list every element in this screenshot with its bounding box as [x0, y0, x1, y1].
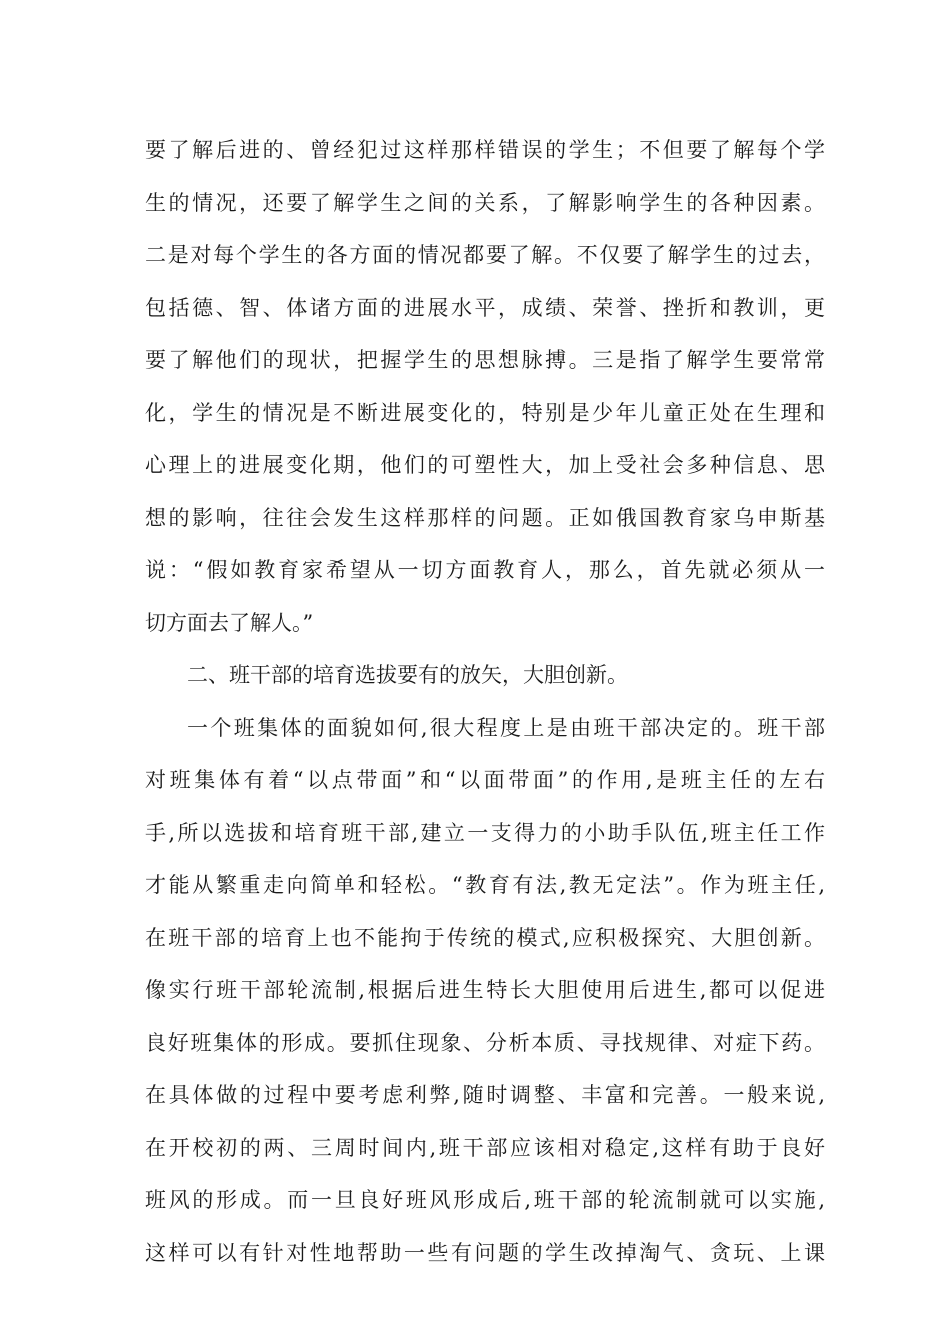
text-line: 要了解他们的现状，把握学生的思想脉搏。三是指了解学生要常常 — [145, 348, 825, 372]
text-line: 化，学生的情况是不断进展变化的，特别是少年儿童正处在生理和 — [145, 401, 825, 425]
text-line: 班风的形成。而一旦良好班风形成后,班干部的轮流制就可以实施, — [145, 1188, 825, 1212]
text-line: 对班集体有着“以点带面”和“以面带面”的作用,是班主任的左右 — [145, 768, 825, 792]
text-line: 二是对每个学生的各方面的情况都要了解。不仅要了解学生的过去， — [145, 243, 825, 267]
text-line: 切方面去了解人。” — [145, 611, 314, 635]
text-line: 良好班集体的形成。要抓住现象、分析本质、寻找规律、对症下药。 — [145, 1031, 825, 1055]
text-line: 说：“假如教育家希望从一切方面教育人，那么，首先就必须从一 — [145, 558, 825, 582]
text-line: 这样可以有针对性地帮助一些有问题的学生改掉淘气、贪玩、上课 — [145, 1241, 825, 1265]
text-line: 一个班集体的面貌如何,很大程度上是由班干部决定的。班干部 — [187, 716, 825, 740]
text-line: 像实行班干部轮流制,根据后进生特长大胆使用后进生,都可以促进 — [145, 978, 825, 1002]
text-line: 想的影响，往往会发生这样那样的问题。正如俄国教育家乌申斯基 — [145, 506, 825, 530]
text-line: 才能从繁重走向简单和轻松。“教育有法,教无定法”。作为班主任, — [145, 873, 825, 897]
text-line: 手,所以选拔和培育班干部,建立一支得力的小助手队伍,班主任工作 — [145, 821, 825, 845]
section-heading: 二、班干部的培育选拔要有的放矢，大胆创新。 — [187, 663, 628, 687]
text-line: 在具体做的过程中要考虑利弊,随时调整、丰富和完善。一般来说, — [145, 1083, 825, 1107]
text-line: 生的情况，还要了解学生之间的关系，了解影响学生的各种因素。 — [145, 191, 825, 215]
text-line: 在班干部的培育上也不能拘于传统的模式,应积极探究、大胆创新。 — [145, 926, 825, 950]
text-line: 在开校初的两、三周时间内,班干部应该相对稳定,这样有助于良好 — [145, 1136, 825, 1160]
text-line: 心理上的进展变化期，他们的可塑性大，加上受社会多种信息、思 — [145, 453, 825, 477]
text-line: 要了解后进的、曾经犯过这样那样错误的学生；不但要了解每个学 — [145, 138, 825, 162]
text-line: 包括德、智、体诸方面的进展水平，成绩、荣誉、挫折和教训，更 — [145, 296, 825, 320]
